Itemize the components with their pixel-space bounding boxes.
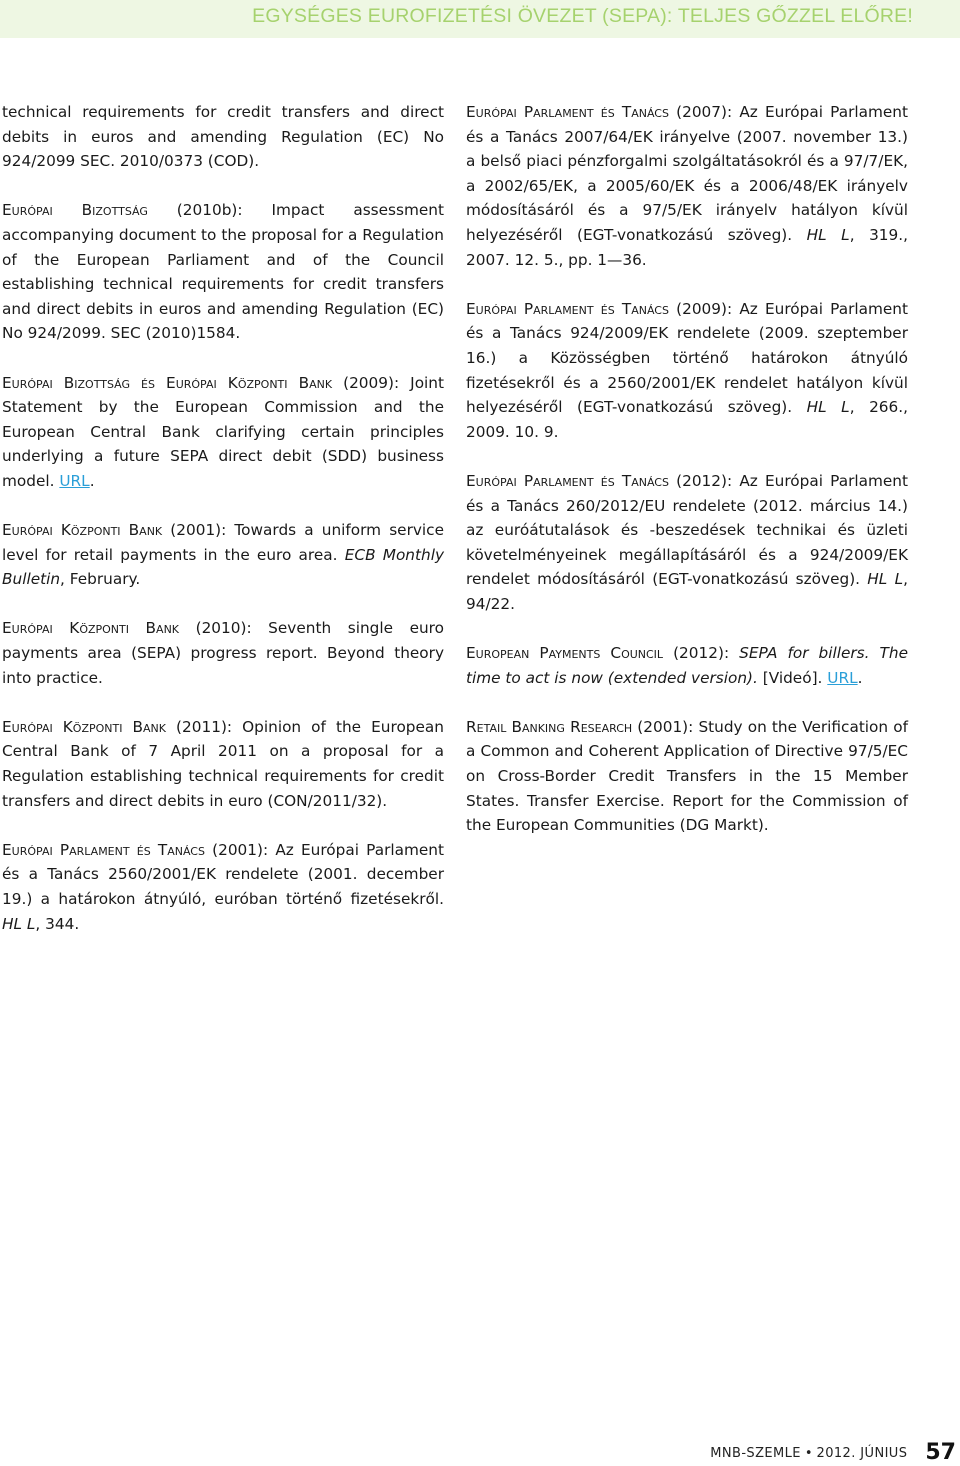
footer-issue-date: 2012. JÚNIUS <box>816 1446 908 1461</box>
reference-entry <box>2 371 444 494</box>
reference-text: (2009): Az Európai Parlament és a Tanács 924/2009/EK rendelete (2009. szeptember 16.) a Közösségben történő határokon átnyúló fizetésekről és a 2560/2001/EK rendelet hatályon kívül helyezéséről (EGT-vonatkozású szöveg). <box>466 299 908 417</box>
reference-author: Európai Parlament és Tanács <box>466 471 669 490</box>
reference-journal: HL L <box>2 914 36 933</box>
reference-text-end: , 344. <box>35 914 80 933</box>
page-footer <box>710 1440 956 1465</box>
reference-author: Európai Központi Bank <box>2 619 180 638</box>
reference-journal: HL L <box>806 225 850 244</box>
reference-entry <box>2 838 444 936</box>
reference-author: Európai Központi Bank <box>2 521 163 540</box>
reference-entry <box>2 198 444 346</box>
reference-text-end: , 266., 2009. 10. 9. <box>466 398 908 441</box>
footer-journal-name: MNB-SZEMLE <box>710 1446 801 1461</box>
reference-text-end: . <box>89 471 95 490</box>
reference-text-end: [Videó]. <box>757 668 828 687</box>
reference-entry <box>466 100 908 272</box>
reference-author: Európai Parlament és Tanács <box>466 299 669 318</box>
reference-author: Európai Bizottság és Európai Központi Bank <box>2 373 333 392</box>
reference-entry <box>466 469 908 617</box>
reference-author: Retail Banking Research <box>466 717 633 736</box>
references-right-column <box>466 100 908 838</box>
footer-separator: • <box>804 1446 813 1461</box>
reference-author: Európai Központi Bank <box>2 717 166 736</box>
url-link[interactable]: URL <box>59 471 90 490</box>
reference-entry <box>466 297 908 445</box>
reference-text: (2001): Towards a uniform service level for retail payments in the euro area. <box>2 521 444 564</box>
reference-text-end: , 94/22. <box>466 570 908 613</box>
reference-text: technical requirements for credit transfers and direct debits in euros and amending Regulation (EC) No 924/2099 SEC. 2010/0373 (COD). <box>2 103 444 171</box>
reference-journal: HL L <box>806 398 850 417</box>
reference-author: Európai Parlament és Tanács <box>466 103 669 121</box>
reference-text-end: , February. <box>60 570 141 589</box>
reference-text: (2001): Study on the Verification of a Common and Coherent Application of Directive 97/5/EC on Cross-Border Credit Transfers in the 15 Member States. Transfer Exercise. Report for the Commission of the European Communities (DG Markt). <box>466 717 908 835</box>
reference-author: European Payments Council <box>466 644 664 663</box>
reference-text: (2010b): Impact assessment accompanying document to the proposal for a Regulation of the European Parliament and of the Council establishing technical requirements for credit transfers and direct debits in euros and amending Regulation (EC) No 924/2099. SEC (2010)1584. <box>2 201 444 343</box>
references-left-column <box>2 100 444 936</box>
reference-entry <box>2 715 444 813</box>
reference-text: (2001): Az Európai Parlament és a Tanács 2560/2001/EK rendelete (2001. december 19.) a határokon átnyúló, euróban történő fizetésekről. <box>2 840 444 908</box>
reference-text: (2012): <box>663 644 740 663</box>
reference-journal: ECB Monthly Bulletin <box>2 545 444 589</box>
reference-entry <box>2 518 444 592</box>
reference-text: (2012): Az Európai Parlament és a Tanács 260/2012/EU rendelete (2012. március 14.) az euróátutalások és -beszedések technikai és üzleti követelményeinek megállapításáról és a 924/2009/EK rendelet módosításáról (EGT-vonatkozású szöveg). <box>466 471 908 589</box>
reference-author: Európai Bizottság <box>2 201 148 220</box>
reference-text: (2007): Az Európai Parlament és a Tanács 2007/64/EK irányelve (2007. november 13.) a belső piaci pénzforgalmi szolgáltatásokról és a 97/7/EK, a 2002/65/EK, a 2005/60/EK és a 2006/48/EK irányelv módosításáról és a 97/5/EK irányelv hatályon kívül helyezéséről (EGT-vonatkozású szöveg). <box>466 103 908 244</box>
reference-entry <box>2 100 444 174</box>
reference-text: (2009): Joint Statement by the European Commission and the European Central Bank clarifying certain principles underlying a future SEPA direct debit (SDD) business model. <box>2 373 444 490</box>
page-number: 57 <box>925 1440 956 1465</box>
reference-author: Európai Parlament és Tanács <box>2 840 205 859</box>
reference-entry <box>466 715 908 838</box>
reference-text: (2010): Seventh single euro payments area (SEPA) progress report. Beyond theory into practice. <box>2 619 444 687</box>
header-bar <box>0 0 960 38</box>
reference-journal: HL L <box>867 570 904 589</box>
running-title: EGYSÉGES EUROFIZETÉSI ÖVEZET (SEPA): TELJES GŐZZEL ELŐRE! <box>252 5 913 27</box>
reference-text-end: . <box>857 668 863 687</box>
url-link[interactable]: URL <box>827 668 858 687</box>
reference-text-end: , 319., 2007. 12. 5., pp. 1—36. <box>466 225 908 269</box>
reference-text: (2011): Opinion of the European Central Bank of 7 April 2011 on a proposal for a Regulation establishing technical requirements for credit transfers and direct debits in euro (CON/2011/32). <box>2 717 444 810</box>
reference-title: SEPA for billers. The time to act is now (extended version). <box>466 644 908 687</box>
reference-entry <box>466 641 908 690</box>
reference-entry <box>2 616 444 690</box>
